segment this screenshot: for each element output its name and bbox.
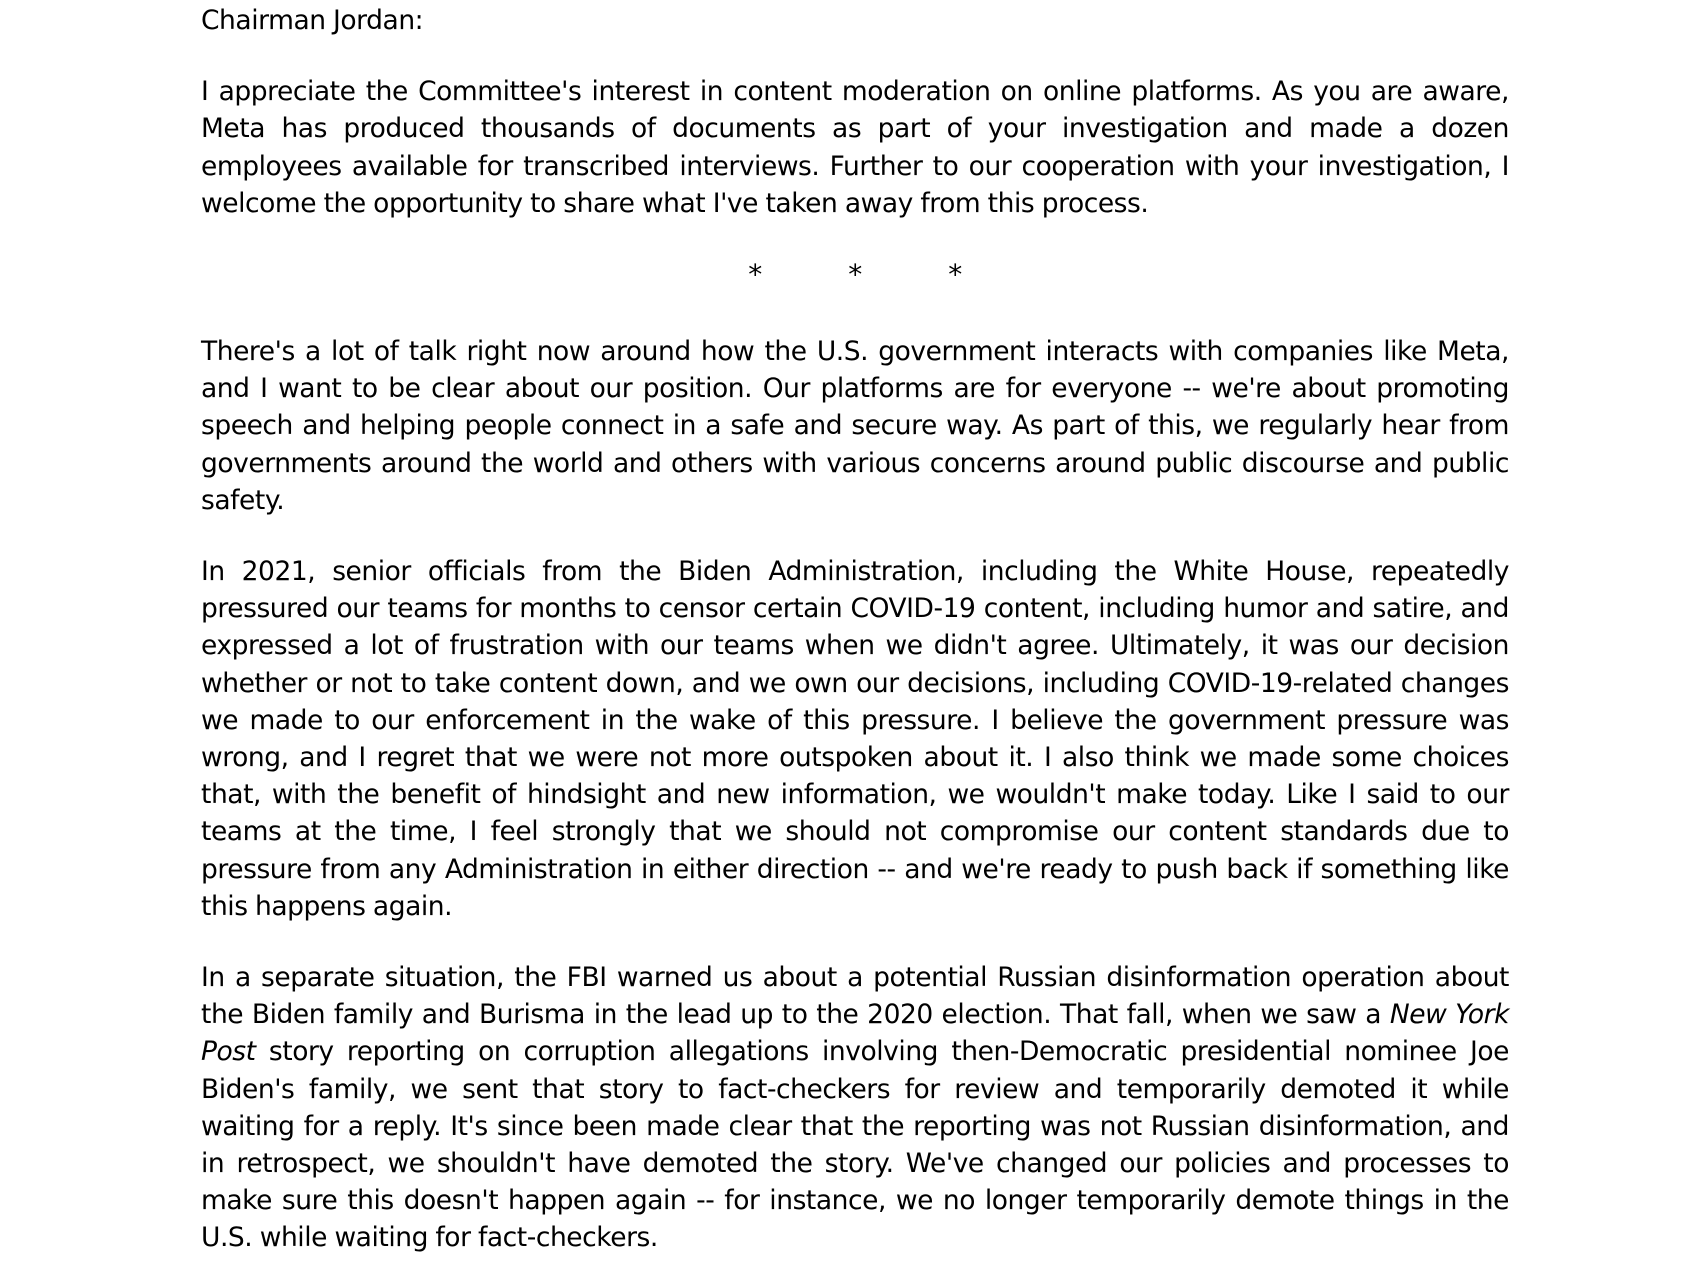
publication-title: New York Post bbox=[201, 999, 1510, 1068]
separator-asterisk: * bbox=[948, 258, 962, 292]
letter-body bbox=[201, 2, 1509, 1257]
separator-asterisk: * bbox=[848, 258, 862, 292]
section-separator bbox=[201, 256, 1509, 293]
separator-asterisk: * bbox=[748, 258, 762, 292]
paragraph-4-text-after: story reporting on corruption allegations involving then-Democratic presidential nominee Joe Biden's family, we sent that story to fact-checkers for review and temporarily demoted it while waiting for a reply. It's since been made clear that the reporting was not Russian disinformation, and in retrospect, we shouldn't have demoted the story. We've changed our policies and processes to make sure this doesn't happen again -- for instance, we no longer temporarily demote things in the U.S. while waiting for fact-checkers. bbox=[201, 1036, 1509, 1254]
paragraph-1: I appreciate the Committee's interest in content moderation on online platforms. As you are aware, Meta has produced thousands of documents as part of your investigation and made a dozen employees available for transcribed interviews. Further to our cooperation with your investigation, I welcome the opportunity to share what I've taken away from this process. bbox=[201, 76, 1509, 219]
paragraph-4-text-before: In a separate situation, the FBI warned us about a potential Russian disinformation operation about the Biden family and Burisma in the lead up to the 2020 election. That fall, when we saw a bbox=[201, 962, 1509, 1031]
paragraph-4 bbox=[201, 959, 1509, 1257]
paragraph-2: There's a lot of talk right now around how the U.S. government interacts with companies like Meta, and I want to be clear about our position. Our platforms are for everyone -- we're about promoting speech and helping people connect in a safe and secure way. As part of this, we regularly hear from governments around the world and others with various concerns around public discourse and public safety. bbox=[201, 336, 1509, 516]
salutation: Chairman Jordan: bbox=[201, 5, 424, 36]
paragraph-3: In 2021, senior officials from the Biden Administration, including the White House, repeatedly pressured our teams for months to censor certain COVID-19 content, including humor and satire, and expressed a lot of frustration with our teams when we didn't agree. Ultimately, it was our decision whether or not to take content down, and we own our decisions, including COVID-19-related changes we made to our enforcement in the wake of this pressure. I believe the government pressure was wrong, and I regret that we were not more outspoken about it. I also think we made some choices that, with the benefit of hindsight and new information, we wouldn't make today. Like I said to our teams at the time, I feel strongly that we should not compromise our content standards due to pressure from any Administration in either direction -- and we're ready to push back if something like this happens again. bbox=[201, 556, 1509, 922]
